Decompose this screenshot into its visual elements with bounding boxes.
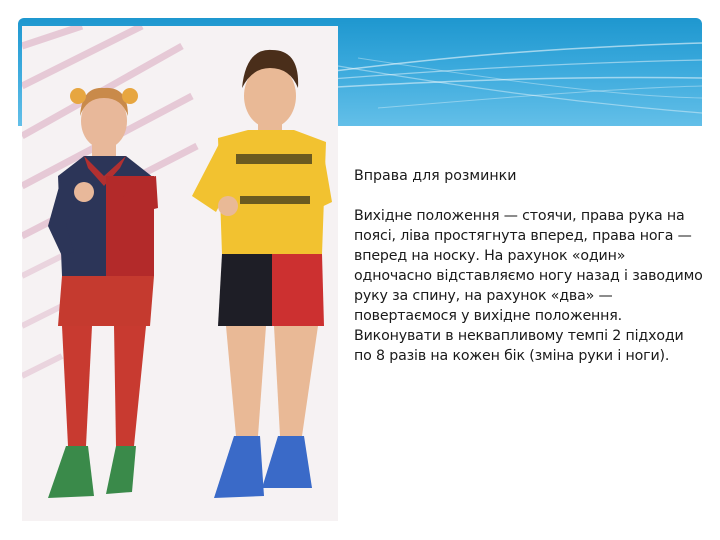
exercise-instructions: Вихідне положення — стоячи, права рука на поясі, ліва простягнута вперед, права нога — вперед на носку. На рахунок «один» одночасно відставляємо ногу назад і заводимо руку за спину, на рахунок «два» — повертаємося у вихідне положення. Виконувати в неквапливому темпі 2 підходи по 8 разів на кожен бік (зміна руки і ноги). [354, 208, 703, 364]
exercise-title: Вправа для розминки [354, 168, 517, 184]
exercise-description [354, 166, 704, 366]
exercise-photo [22, 26, 338, 521]
children-illustration [22, 26, 338, 521]
